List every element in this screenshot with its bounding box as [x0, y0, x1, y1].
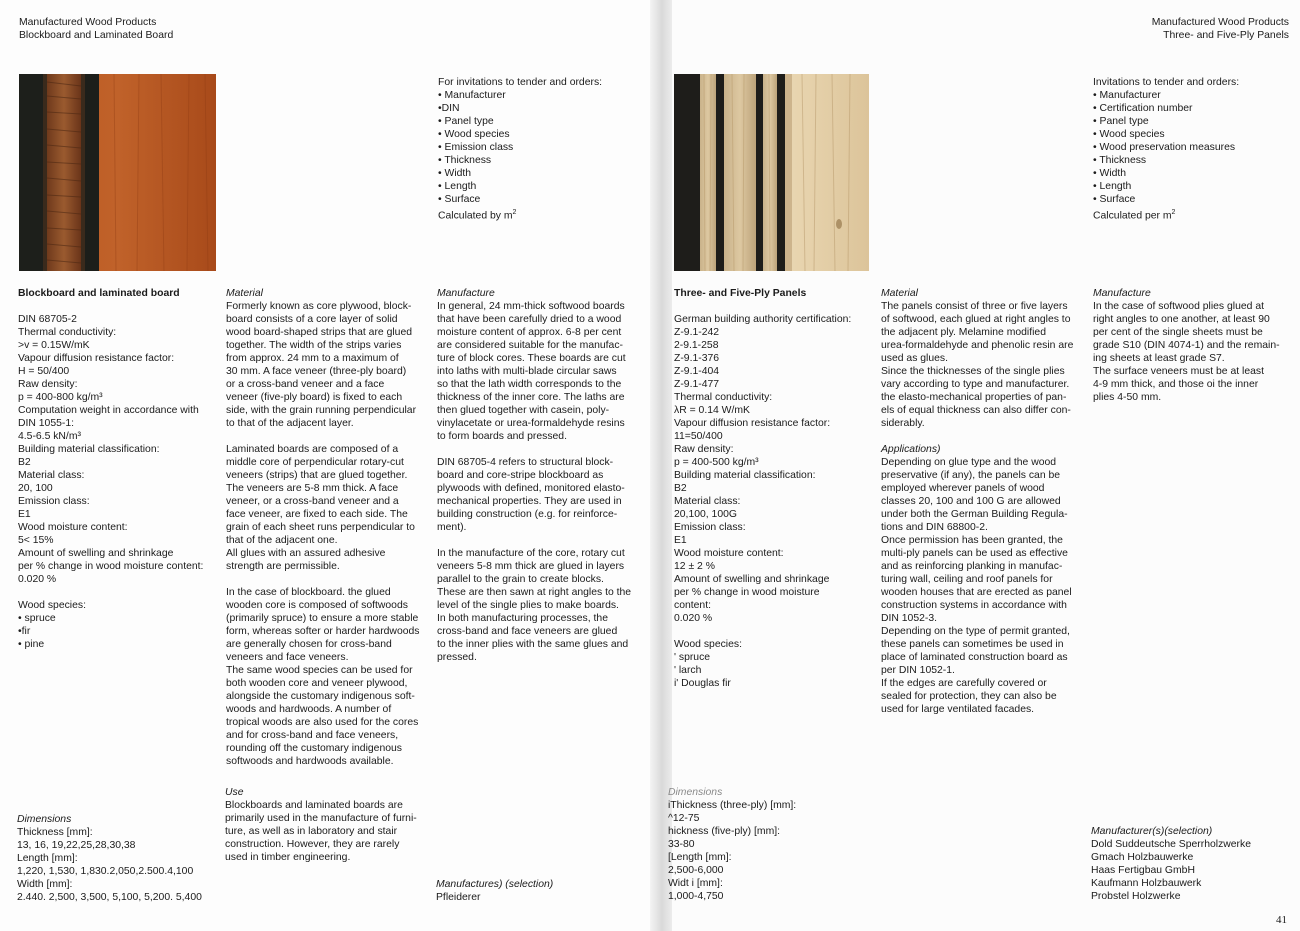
applications-line: sealed for protection, they can also be	[881, 691, 1057, 702]
dimensions-line: 2,500-6,000	[668, 865, 724, 876]
manufacture-line: In the manufacture of the core, rotary cut	[437, 548, 625, 559]
specs-line: Z-9.1-242	[674, 327, 720, 338]
manufacture-line: board and core-stripe blockboard as	[437, 470, 604, 481]
material-line: alongside the customary indigenous soft-	[226, 691, 415, 702]
specs-line: Wood moisture content:	[674, 548, 784, 559]
material-line: grain of each sheet runs perpendicular to	[226, 522, 415, 533]
right-header-line: Manufactured Wood Products	[1151, 17, 1289, 28]
material-line: used as glues.	[881, 353, 949, 364]
manufacture-line: In the case of softwood plies glued at	[1093, 301, 1264, 312]
manufacture-line: vinylacetate or urea-formaldehyde resins	[437, 418, 625, 429]
right-page	[668, 0, 1300, 931]
material-line: side, with the grain running perpendicular	[226, 405, 417, 416]
material-line	[226, 573, 419, 586]
dimensions-line: ^12-75	[668, 813, 700, 824]
specs-line: Material class:	[18, 470, 85, 481]
specs-line: i' Douglas fir	[674, 678, 731, 689]
manufacturers-heading: Manufactures) (selection)	[436, 879, 554, 890]
material-line	[226, 430, 419, 443]
tender-item: • Panel type	[1093, 116, 1149, 127]
applications-line: Depending on glue type and the wood	[881, 457, 1057, 468]
applications-line: DIN 1052-3.	[881, 613, 938, 624]
manufacture-line: veneers 5-8 mm thick are glued in layers	[437, 561, 625, 572]
applications-heading: Applications)	[881, 444, 941, 455]
specs-line: Z-9.1-376	[674, 353, 720, 364]
manufacture-line: then glued together with casein, poly-	[437, 405, 610, 416]
left-manufacture-column	[437, 287, 631, 664]
manufacturer-name: Probstel Holzwerke	[1091, 891, 1181, 902]
specs-line: Computation weight in accordance with	[18, 405, 199, 416]
specs-line: DIN 68705-2	[18, 314, 77, 325]
page-number: 41	[1276, 914, 1287, 926]
specs-line: 20, 100	[18, 483, 53, 494]
left-running-header	[19, 16, 173, 42]
right-header-line: Three- and Five-Ply Panels	[1163, 30, 1289, 41]
manufacturer-name: Kaufmann Holzbauwerk	[1091, 878, 1202, 889]
specs-line	[674, 625, 851, 638]
tender-item: • Wood preservation measures	[1093, 142, 1236, 153]
manufacture-line: plies 4-50 mm.	[1093, 392, 1162, 403]
manufacture-line: into laths with multi-blade circular saws	[437, 366, 617, 377]
applications-line: used for large ventilated facades.	[881, 704, 1035, 715]
applications-line: turing wall, ceiling and roof panels for	[881, 574, 1053, 585]
applications-line: multi-ply panels can be used as effective	[881, 548, 1068, 559]
manufacture-line: thickness of the inner core. The laths are	[437, 392, 625, 403]
right-specs-column	[674, 287, 851, 690]
applications-line: these panels can sometimes be used in	[881, 639, 1064, 650]
tender-item: •DIN	[438, 103, 460, 114]
specs-line: •fir	[18, 626, 31, 637]
manufacture-line: DIN 68705-4 refers to structural block-	[437, 457, 614, 468]
material-line: from approx. 24 mm to a maximum of	[226, 353, 399, 364]
material-line: 30 mm. A face veneer (three-ply board)	[226, 366, 407, 377]
manufacturer-name: Gmach Holzbauwerke	[1091, 852, 1194, 863]
material-line: face veneer, are fixed to each side. The	[226, 509, 408, 520]
right-manufacturers	[1091, 825, 1251, 903]
dimensions-line: 1,000-4,750	[668, 891, 724, 902]
specs-line: Amount of swelling and shrinkage	[674, 574, 830, 585]
manufacture-line: pressed.	[437, 652, 477, 663]
specs-line: 11=50/400	[674, 431, 723, 442]
material-line: All glues with an assured adhesive	[226, 548, 386, 559]
dimensions-line: Widt i [mm]:	[668, 878, 723, 889]
material-line: strength are permissible.	[226, 561, 340, 572]
material-line: veneers (strips) that are glued together.	[226, 470, 408, 481]
manufacture-line: ment).	[437, 522, 467, 533]
dimensions-line: 13, 16, 19,22,25,28,30,38	[17, 840, 136, 851]
material-line: The same wood species can be used for	[226, 665, 413, 676]
specs-line: B2	[18, 457, 31, 468]
left-header-line: Blockboard and Laminated Board	[19, 30, 174, 41]
specs-line: • spruce	[18, 613, 56, 624]
right-material-column	[881, 287, 1073, 716]
specs-line: 12 ± 2 %	[674, 561, 715, 572]
manufacture-line: 4-9 mm thick, and those oi the inner	[1093, 379, 1259, 390]
right-tender-list	[1093, 76, 1239, 222]
tender-calc: Calculated per $m^2$	[1093, 209, 1176, 222]
dimensions-heading: Dimensions	[17, 814, 72, 825]
tender-item: • Surface	[1093, 194, 1136, 205]
material-line: vary according to type and manufacturer.	[881, 379, 1070, 390]
specs-line: E1	[674, 535, 687, 546]
manufacture-line: building construction (e.g. for reinforce-	[437, 509, 618, 520]
specs-line: 20,100, 100G	[674, 509, 737, 520]
material-line: board consists of a core layer of solid	[226, 314, 398, 325]
specs-line: Z-9.1-404	[674, 366, 720, 377]
applications-line: construction systems in accordance with	[881, 600, 1067, 611]
specs-line: λR = 0.14 W/mK	[674, 405, 750, 416]
applications-line: preservative (if any), the panels can be	[881, 470, 1061, 481]
blockboard-sample-photo	[19, 74, 216, 271]
specs-line: ' spruce	[674, 652, 711, 663]
manufacture-line: grade S10 (DIN 4074-1) and the remain-	[1093, 340, 1280, 351]
specs-line: 0.020 %	[18, 574, 57, 585]
specs-line: E1	[18, 509, 31, 520]
specs-line: Vapour diffusion resistance factor:	[674, 418, 831, 429]
dimensions-line: 2.440. 2,500, 3,500, 5,100, 5,200. 5,400	[17, 892, 202, 903]
manufacturers-heading: Manufacturer(s)(selection)	[1091, 826, 1213, 837]
tender-intro: Invitations to tender and orders:	[1093, 77, 1240, 88]
specs-line: ' larch	[674, 665, 702, 676]
manufacture-line: to the inner plies with the same glues and	[437, 639, 629, 650]
tender-item: • Thickness	[438, 155, 492, 166]
specs-line: p = 400-800 kg/m³	[18, 392, 103, 403]
manufacturer-name: Haas Fertigbau GmbH	[1091, 865, 1195, 876]
specs-line: • pine	[18, 639, 45, 650]
left-header-line: Manufactured Wood Products	[19, 17, 157, 28]
manufacture-line: so that the lath width corresponds to the	[437, 379, 622, 390]
dimensions-line: 1,220, 1,530, 1,830.2,050,2.500.4,100	[17, 866, 194, 877]
material-line: Laminated boards are composed of a	[226, 444, 399, 455]
dimensions-line: Thickness [mm]:	[17, 827, 93, 838]
specs-line: Amount of swelling and shrinkage	[18, 548, 174, 559]
right-dimensions	[668, 786, 796, 903]
specs-line	[18, 586, 203, 599]
specs-line: Raw density:	[18, 379, 78, 390]
material-line: The veneers are 5-8 mm thick. A face	[226, 483, 399, 494]
manufacture-line: The surface veneers must be at least	[1093, 366, 1264, 377]
material-line: softwoods and hardwoods available.	[226, 756, 394, 767]
specs-line: Material class:	[674, 496, 741, 507]
specs-line: Wood species:	[674, 639, 742, 650]
material-line: Since the thicknesses of the single plies	[881, 366, 1065, 377]
material-line: or a cross-band veneer and a face	[226, 379, 385, 390]
tender-item: • Length	[438, 181, 477, 192]
applications-line: per DIN 1052-1.	[881, 665, 955, 676]
material-line: form, whereas softer or harder hardwoods	[226, 626, 420, 637]
specs-line: 2-9.1-258	[674, 340, 719, 351]
material-line: urea-formaldehyde and phenolic resin are	[881, 340, 1074, 351]
material-line: the elasto-mechanical properties of pan-	[881, 392, 1067, 403]
specs-line: Raw density:	[674, 444, 734, 455]
specs-line: Thermal conductivity:	[18, 327, 117, 338]
specs-line: >v = 0.15W/mK	[18, 340, 90, 351]
manufacture-heading: Manufacture	[437, 288, 495, 299]
material-line: veneer (five-ply board) is fixed to each	[226, 392, 403, 403]
manufacture-line: right angles to one another, at least 90	[1093, 314, 1270, 325]
material-line: middle core of perpendicular rotary-cut	[226, 457, 404, 468]
left-specs-column	[18, 287, 203, 651]
applications-line: If the edges are carefully covered or	[881, 678, 1047, 689]
specs-title: Three- and Five-Ply Panels	[674, 288, 807, 299]
specs-line: 5< 15%	[18, 535, 54, 546]
use-heading: Use	[225, 787, 244, 798]
manufacture-line: level of the single plies to make boards.	[437, 600, 619, 611]
tender-item: • Surface	[438, 194, 481, 205]
specs-line: Building material classification:	[18, 444, 160, 455]
applications-line: under both the German Building Regula-	[881, 509, 1068, 520]
plywood-sample-photo	[674, 74, 869, 271]
specs-line: Vapour diffusion resistance factor:	[18, 353, 175, 364]
manufacture-line: to form boards and pressed.	[437, 431, 567, 442]
specs-line: Emission class:	[18, 496, 90, 507]
manufacture-line	[437, 443, 631, 456]
specs-line: DIN 1055-1:	[18, 418, 75, 429]
manufacture-line: These are then sawn at right angles to the	[437, 587, 632, 598]
tender-item: • Width	[1093, 168, 1127, 179]
applications-line: classes 20, 100 and 100 G are allowed	[881, 496, 1061, 507]
left-dimensions	[17, 813, 202, 904]
material-line: and for cross-band and face veneers,	[226, 730, 399, 741]
material-heading: Material	[881, 288, 918, 299]
material-line: woods and hardwoods. A number of	[226, 704, 392, 715]
manufacture-line	[437, 534, 631, 547]
material-line: The panels consist of three or five layers	[881, 301, 1068, 312]
material-line: veneer, or a cross-band veneer and a	[226, 496, 399, 507]
specs-line: Wood moisture content:	[18, 522, 128, 533]
tender-item: • Certification number	[1093, 103, 1193, 114]
dimensions-heading: Dimensions	[668, 787, 723, 798]
material-line: wood board-shaped strips that are glued	[226, 327, 412, 338]
right-manufacture-column	[1093, 287, 1280, 404]
specs-line: H = 50/400	[18, 366, 70, 377]
material-line: els of equal thickness can also differ con-	[881, 405, 1071, 416]
manufacture-line: moisture content of approx. 6-8 per cent	[437, 327, 622, 338]
specs-title: Blockboard and laminated board	[18, 288, 180, 299]
material-line: veneers and face veneers.	[226, 652, 349, 663]
specs-line: per % change in wood moisture content:	[18, 561, 204, 572]
specs-line: per % change in wood moisture	[674, 587, 820, 598]
material-line: both wooden core and veneer plywood,	[226, 678, 408, 689]
manufacture-heading: Manufacture	[1093, 288, 1151, 299]
use-line: construction. However, they are rarely	[225, 839, 400, 850]
applications-line: employed wherever panels of wood	[881, 483, 1045, 494]
applications-line: and as reinforcing planking in manufac-	[881, 561, 1063, 572]
specs-line: Wood species:	[18, 600, 86, 611]
applications-line: Depending on the type of permit granted,	[881, 626, 1070, 637]
manufacture-line: per cent of the single sheets must be	[1093, 327, 1263, 338]
manufacture-line: are considered suitable for the manufac-	[437, 340, 623, 351]
applications-line: place of laminated construction board as	[881, 652, 1068, 663]
material-line: the adjacent ply. Melamine modified	[881, 327, 1046, 338]
use-line: ture, as well as in laboratory and stair	[225, 826, 398, 837]
manufacturer-name: Dold Suddeutsche Sperrholzwerke	[1091, 839, 1251, 850]
specs-line: Building material classification:	[674, 470, 816, 481]
tender-item: • Emission class	[438, 142, 514, 153]
manufacture-line: parallel to the grain to create blocks.	[437, 574, 604, 585]
material-heading: Material	[226, 288, 263, 299]
dimensions-line: 33-80	[668, 839, 695, 850]
manufacture-line: plywoods with defined, monitored elasto-	[437, 483, 625, 494]
specs-line: Thermal conductivity:	[674, 392, 773, 403]
tender-item: • Wood species	[438, 129, 510, 140]
use-line: Blockboards and laminated boards are	[225, 800, 403, 811]
tender-calc: Calculated by $m^2$	[438, 209, 517, 222]
dimensions-line: Length [mm]:	[17, 853, 78, 864]
tender-item: • Length	[1093, 181, 1132, 192]
use-line: used in timber engineering.	[225, 852, 351, 863]
tender-item: • Thickness	[1093, 155, 1147, 166]
manufacture-line: cross-band and face veneers are glued	[437, 626, 618, 637]
specs-line: content:	[674, 600, 711, 611]
material-line: (primarily spruce) to ensure a more stable	[226, 613, 419, 624]
specs-line: B2	[674, 483, 687, 494]
tender-item: • Manufacturer	[1093, 90, 1161, 101]
material-line: wooden core is composed of softwoods	[226, 600, 408, 611]
material-line: tropical woods are also used for the cores	[226, 717, 419, 728]
specs-line: Z-9.1-477	[674, 379, 720, 390]
manufacture-line: In both manufacturing processes, the	[437, 613, 608, 624]
manufacture-line: ture of block cores. These boards are cut	[437, 353, 626, 364]
material-line: together. The width of the strips varies	[226, 340, 402, 351]
tender-item: • Panel type	[438, 116, 494, 127]
left-tender-list	[438, 76, 602, 222]
material-line: In the case of blockboard. the glued	[226, 587, 391, 598]
right-running-header	[1152, 16, 1289, 42]
specs-line: p = 400-500 kg/m³	[674, 457, 759, 468]
left-manufacturers	[436, 878, 553, 904]
material-line: that of the adjacent one.	[226, 535, 338, 546]
tender-item: • Width	[438, 168, 472, 179]
specs-line: 0.020 %	[674, 613, 713, 624]
dimensions-line: iThickness (three-ply) [mm]:	[668, 800, 797, 811]
manufacture-line: ing sheets at least grade S7.	[1093, 353, 1225, 364]
tender-item: • Wood species	[1093, 129, 1165, 140]
material-line: siderably.	[881, 418, 925, 429]
left-use-section	[225, 786, 417, 864]
left-material-column	[226, 287, 419, 768]
material-line: to that of the adjacent layer.	[226, 418, 354, 429]
use-line: primarily used in the manufacture of furni-	[225, 813, 417, 824]
specs-line: 4.5-6.5 kN/m³	[18, 431, 81, 442]
applications-line: Once permission has been granted, the	[881, 535, 1063, 546]
manufacture-line: that have been carefully dried to a wood	[437, 314, 622, 325]
dimensions-line: Width [mm]:	[17, 879, 73, 890]
material-line: of softwood, each glued at right angles to	[881, 314, 1071, 325]
dimensions-line: [Length [mm]:	[668, 852, 732, 863]
specs-line: German building authority certification:	[674, 314, 852, 325]
material-line: are generally chosen for cross-band	[226, 639, 392, 650]
manufacturer-name: Pfleiderer	[436, 892, 481, 903]
applications-line: tions and DIN 68800-2.	[881, 522, 988, 533]
manufacture-line: mechanical properties. They are used in	[437, 496, 622, 507]
specs-line: Emission class:	[674, 522, 746, 533]
material-line: rounding off the customary indigenous	[226, 743, 402, 754]
tender-item: • Manufacturer	[438, 90, 506, 101]
manufacture-line: In general, 24 mm-thick softwood boards	[437, 301, 625, 312]
dimensions-line: hickness (five-ply) [mm]:	[668, 826, 781, 837]
material-line: Formerly known as core plywood, block-	[226, 301, 412, 312]
tender-intro: For invitations to tender and orders:	[438, 77, 603, 88]
applications-line: wooden houses that are erected as panel	[881, 587, 1072, 598]
